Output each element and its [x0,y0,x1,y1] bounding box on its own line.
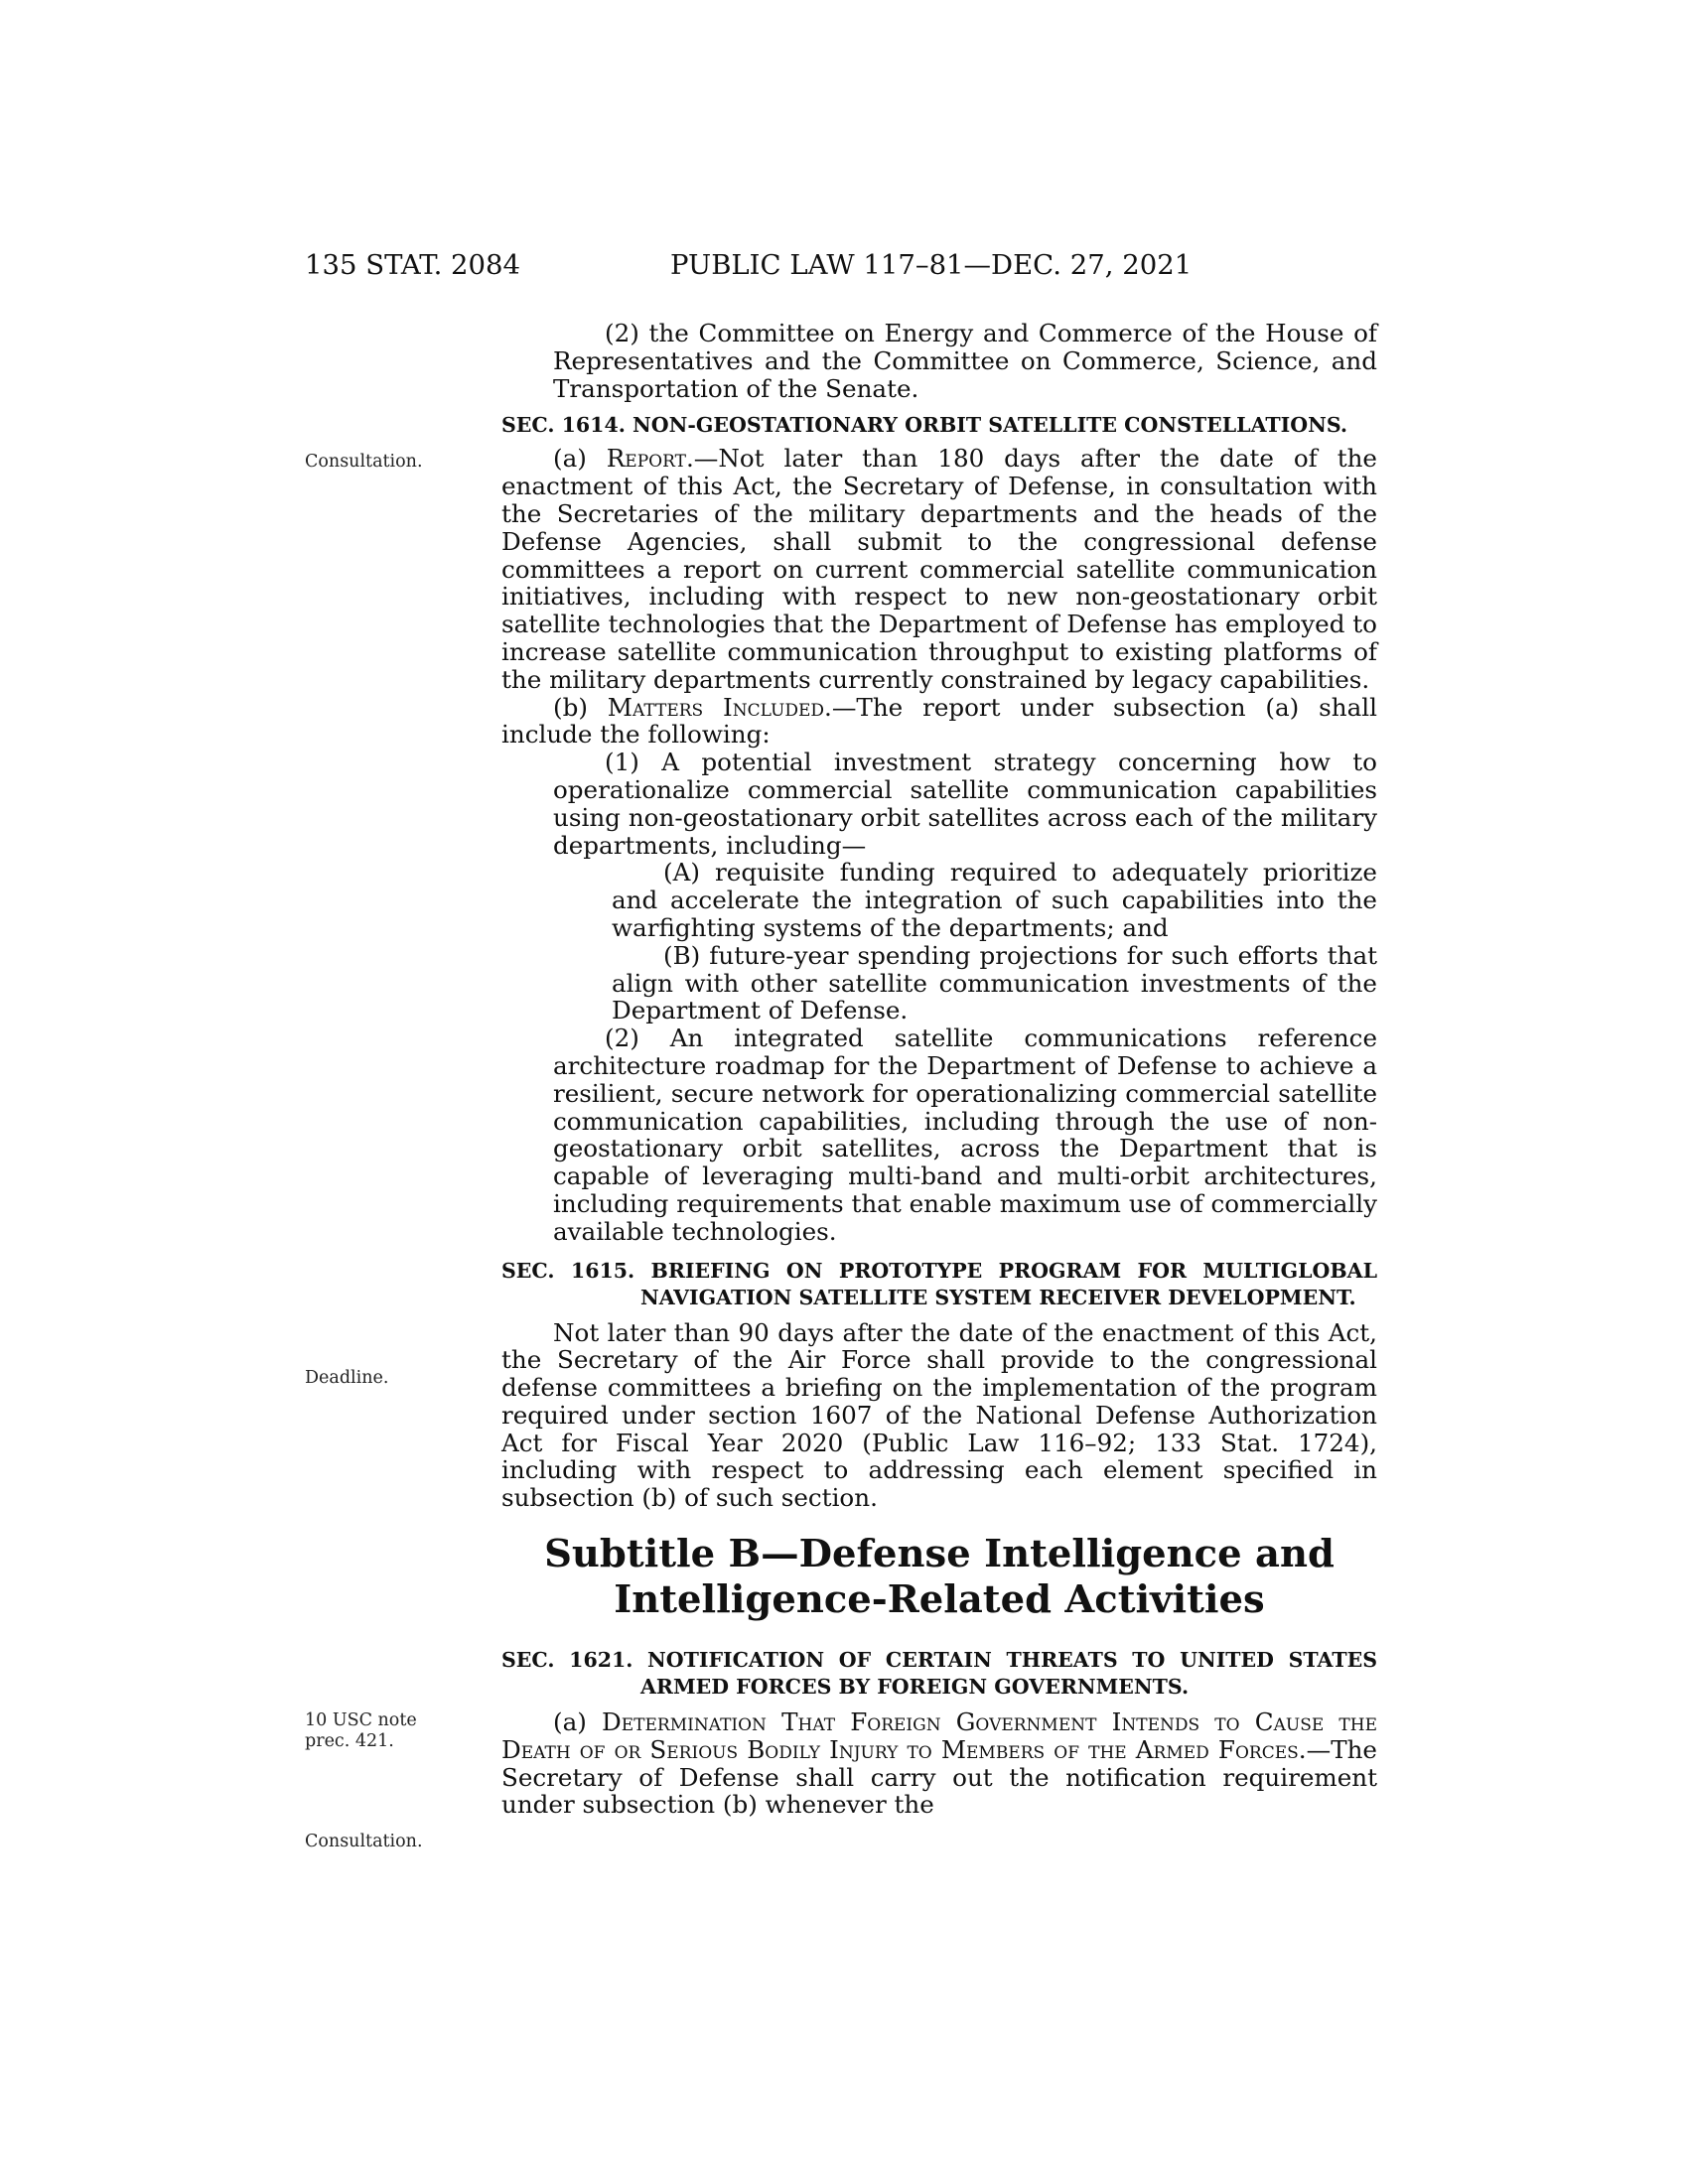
subsection-a-label: (a) [553,444,607,474]
page-body [501,320,1377,1819]
subsection-b-heading: Matters Included [607,692,824,722]
section-1621-subsection-a [501,1708,1377,1819]
subtitle-line-1: Subtitle B—Defense Intelligence and [544,1532,1335,1577]
margin-note-usc-line2: prec. 421. [305,1731,394,1751]
paragraph-committee-list: (2) the Committee on Energy and Commerce of the House of Representatives and the Committee on Commerce, Science, and Transportation of the Senate. [553,319,1377,403]
margin-note-usc [305,1710,417,1752]
subsection-a-heading: Report [606,444,686,474]
subsection-b-label: (b) [553,692,608,722]
paragraph-b2: (2) An integrated satellite communications reference architecture roadmap for the Department of Defense to achieve a resilient, secure network for operationalizing commercial satellite communication capabilities, including through the use of non-geostationary orbit satellites, across the Department that is capable of leveraging multi-band and multi-orbit architectures, including requirements that enable maximum use of commercially available technologies. [553,1024,1377,1246]
subtitle-b-heading [501,1532,1377,1623]
subsection-b-text: .—The report under subsection (a) shall include the following: [501,692,1377,750]
margin-note-consultation: Consultation. [305,452,423,472]
section-1615-text: Not later than 90 days after the date of the enactment of this Act, the Secretary of the Air Force shall provide to the congressional defense committees a briefing on the implementation of the program required under section 1607 of the National Defense Authorization Act for Fiscal Year 2020 (Public Law 116–92; 133 Stat. 1724), including with respect to addressing each element specified in subsection (b) of such section. [501,1317,1377,1513]
subsection-1621-a-label: (a) [553,1707,603,1737]
section-1621-heading: SEC. 1621. NOTIFICATION OF CERTAIN THREATS TO UNITED STATES ARMED FORCES BY FOREIGN GOVERNMENTS. [501,1648,1377,1700]
section-1614-subsection-a [501,445,1377,693]
paragraph-b1: (1) A potential investment strategy concerning how to operationalize commercial satellite communication capabilities using non-geostationary orbit satellites across each of the military departments, including— [553,748,1377,860]
subsection-1621-a-heading: Determination That Foreign Government Intends to Cause the Death of or Serious Bodily Injury to Members of the Armed Forces [501,1707,1378,1764]
public-law-citation: PUBLIC LAW 117–81—DEC. 27, 2021 [670,249,1193,281]
margin-note-deadline: Deadline. [305,1368,389,1388]
subparagraph-b1-a: (A) requisite funding required to adequately prioritize and accelerate the integration of such capabilities into the warfighting systems of the departments; and [612,858,1377,942]
section-1614-subsection-b [501,694,1377,750]
margin-note-usc-line1: 10 USC note [305,1710,417,1730]
subtitle-line-2: Intelligence-Related Activities [614,1577,1265,1623]
subsection-1621-a-text: .—The Secretary of Defense shall carry out the notification requirement under subsection (b) whenever the [501,1734,1377,1820]
section-1615-heading: SEC. 1615. BRIEFING ON PROTOTYPE PROGRAM FOR MULTIGLOBAL NAVIGATION SATELLITE SYSTEM RECEIVER DEVELOPMENT. [501,1258,1377,1309]
subparagraph-b1-b: (B) future-year spending projections for such efforts that align with other satellite communication investments of the Department of Defense. [612,940,1377,1025]
section-1614-heading: SEC. 1614. NON-GEOSTATIONARY ORBIT SATELLITE CONSTELLATIONS. [501,413,1348,438]
margin-note-consultation-2: Consultation. [305,1832,423,1851]
page-header [305,249,1377,289]
stat-page-number: 135 STAT. 2084 [305,249,521,281]
subsection-a-text: .—Not later than 180 days after the date of the enactment of this Act, the Secretary of Defense, in consultation with the Secretaries of the military departments and the heads of the Defense Agencies, shall submit to the congressional defense committees a report on current commercial satellite communication initiatives, including with respect to new non-geostationary orbit satellite technologies that the Department of Defense has employed to increase satellite communication throughput to existing platforms of the military departments currently constrained by legacy capabilities. [501,444,1377,694]
